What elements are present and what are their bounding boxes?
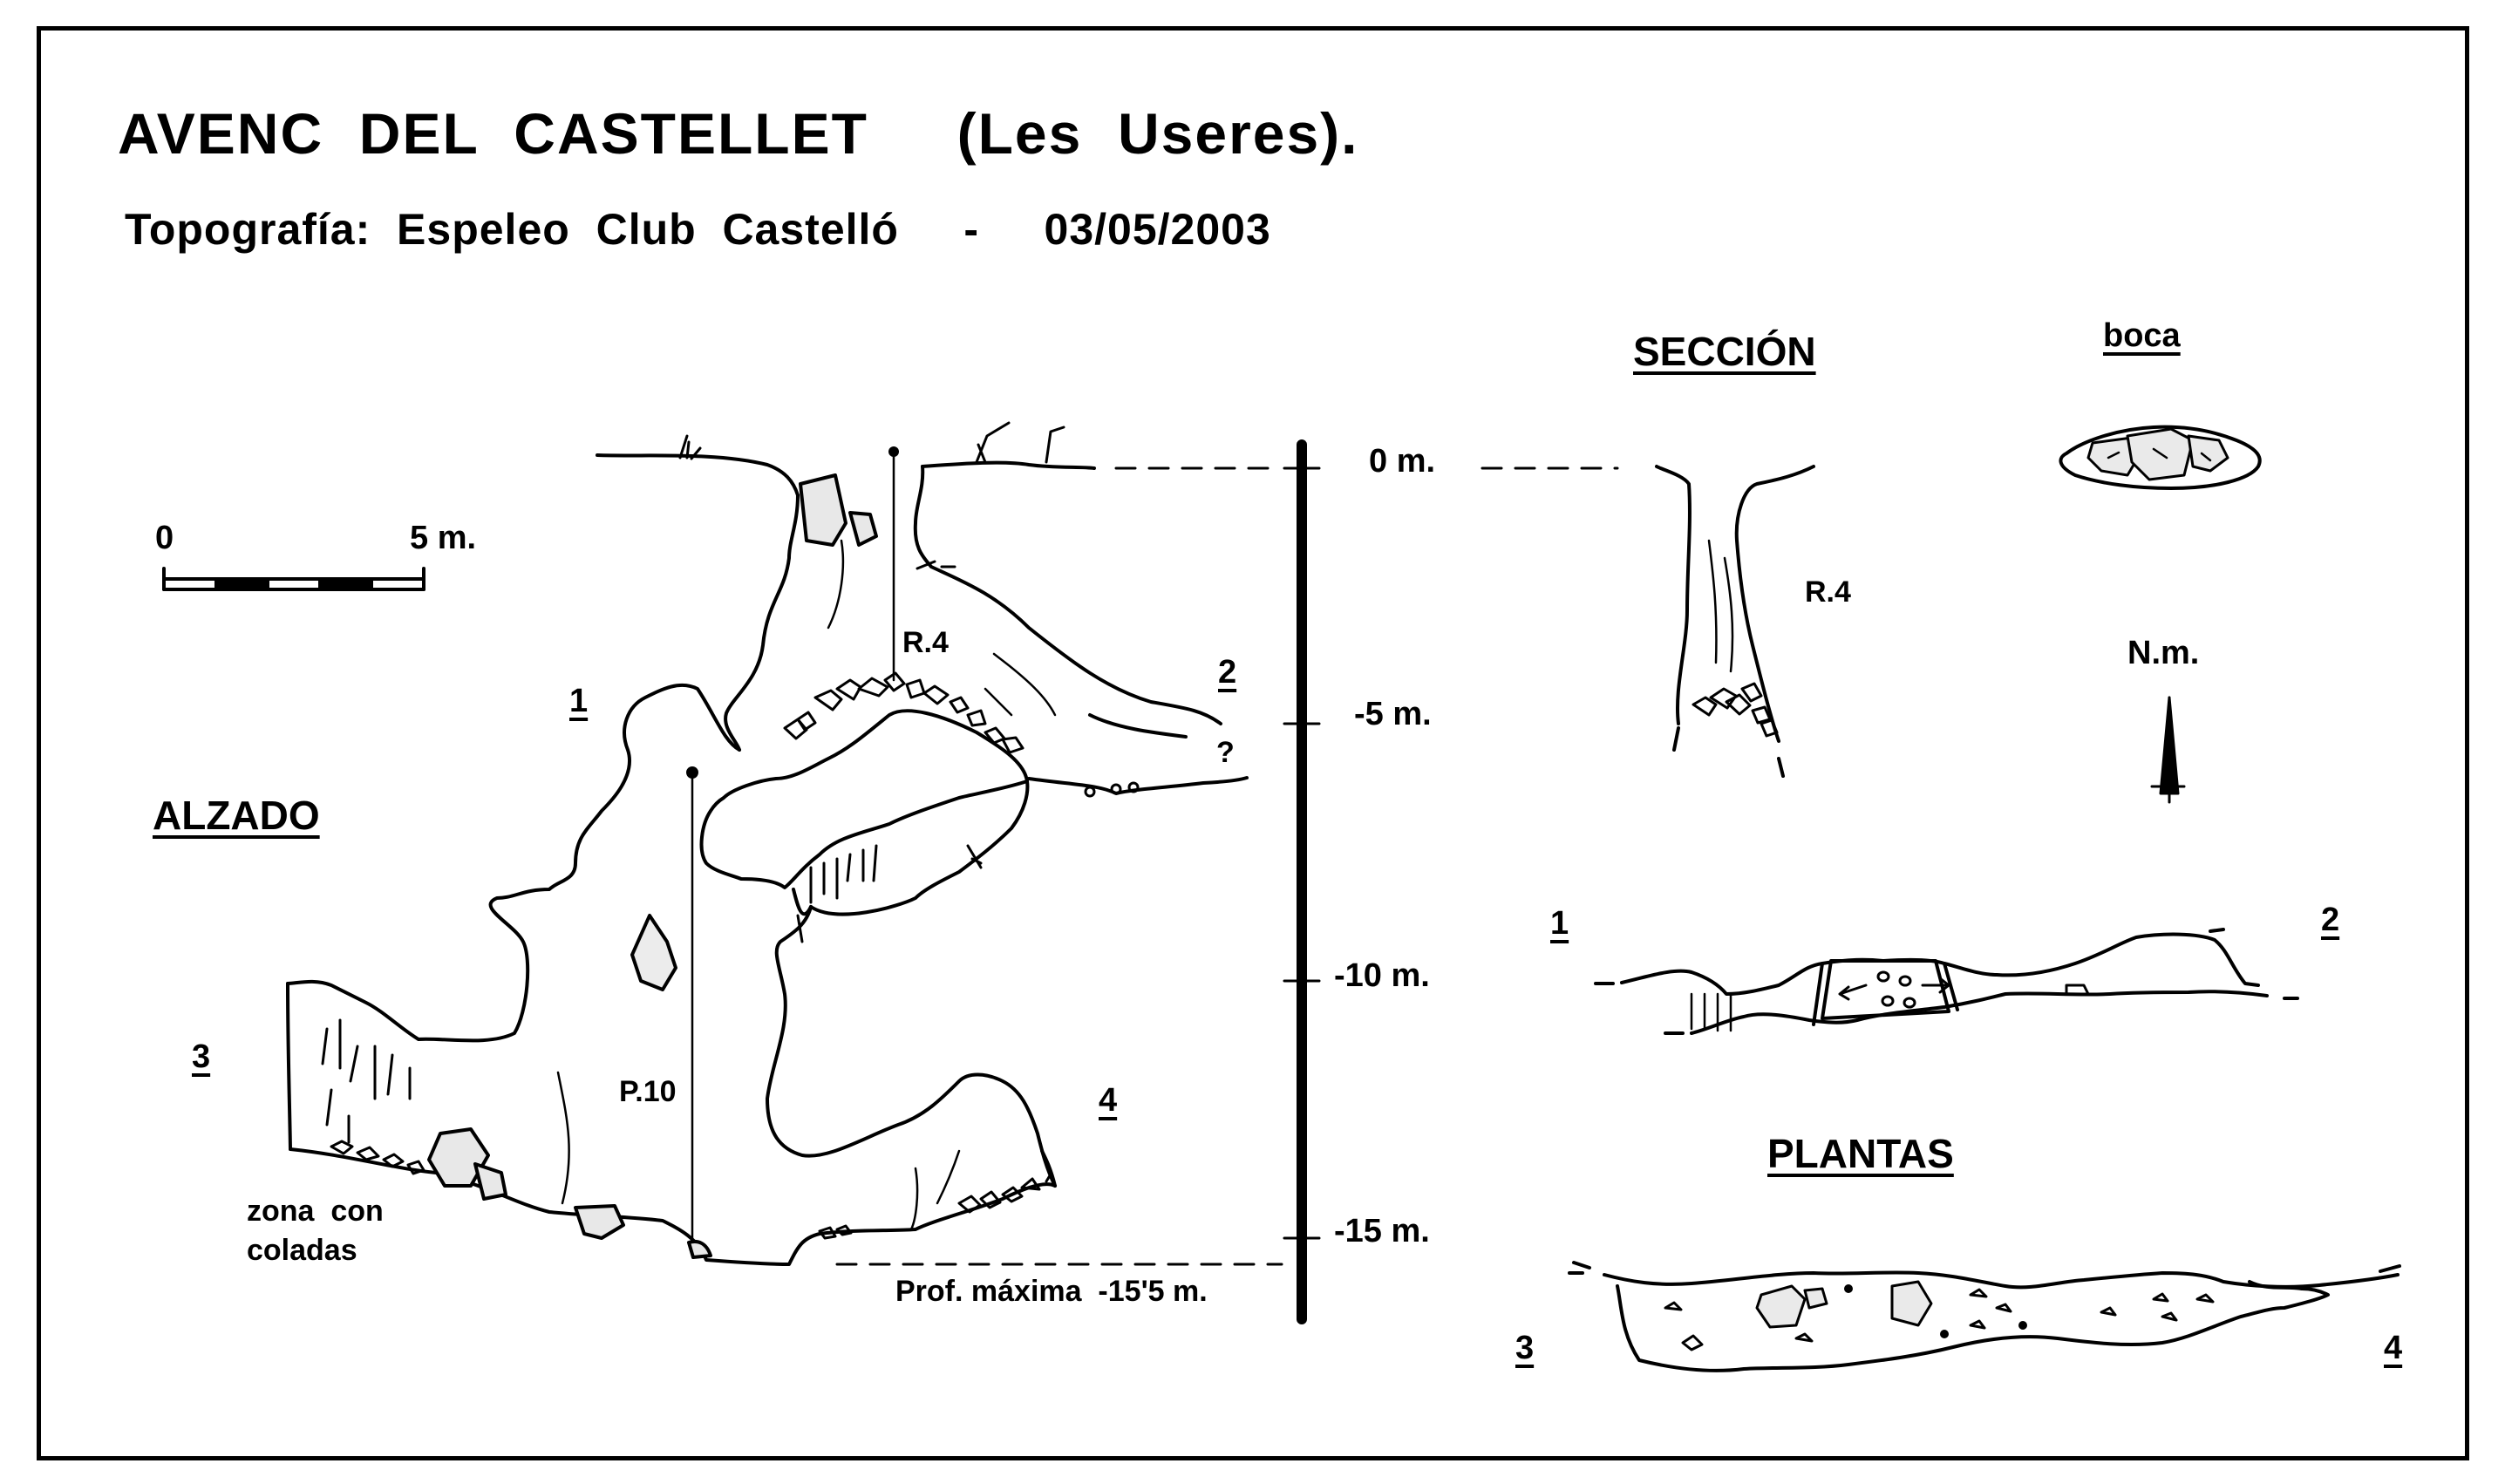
planta-3-4 [1569,1263,2399,1371]
plantas-marker-3: 3 [1515,1330,1535,1366]
plantas-marker-2: 2 [2321,902,2340,938]
alzado-marker-3: 3 [192,1038,211,1075]
p10-label: P.10 [619,1075,677,1108]
depth-label-5: -5 m. [1354,696,1432,732]
boca-heading: boca [2103,317,2181,354]
alzado-marker-4: 4 [1099,1082,1118,1119]
planta-1-2 [1596,929,2297,1033]
plantas-marker-1: 1 [1550,905,1569,942]
scale-bar-zero-label: 0 [155,520,174,556]
plantas-heading: PLANTAS [1767,1131,1954,1176]
seccion-heading: SECCIÓN [1633,329,1816,374]
scale-bar-end-label: 5 m. [410,520,477,556]
alzado-marker-2: 2 [1218,654,1237,691]
question-mark-label: ? [1216,736,1235,769]
depth-label-0: 0 m. [1369,443,1436,480]
map-title: AVENC DEL CASTELLET (Les Useres). [118,101,1359,166]
seccion-profile [1657,466,1814,776]
r4-seccion-label: R.4 [1805,575,1851,609]
zona-label-line1: zona con [247,1195,384,1228]
north-arrow-icon [2152,698,2184,802]
alzado-heading: ALZADO [153,793,320,838]
depth-label-15: -15 m. [1334,1213,1430,1249]
north-label: N.m. [2127,635,2200,671]
boca-plan [2060,427,2259,488]
r4-alzado-label: R.4 [902,626,949,659]
scale-bar [164,568,424,589]
zona-label-line2: coladas [247,1234,357,1267]
max-depth-label: Prof. máxima -15'5 m. [895,1275,1208,1308]
map-subtitle: Topografía: Espeleo Club Castelló - 03/05/2003 [125,205,1271,254]
plantas-marker-4: 4 [2384,1330,2403,1366]
alzado-profile [288,423,1247,1264]
depth-label-10: -10 m. [1334,957,1430,994]
alzado-marker-1: 1 [569,683,589,719]
